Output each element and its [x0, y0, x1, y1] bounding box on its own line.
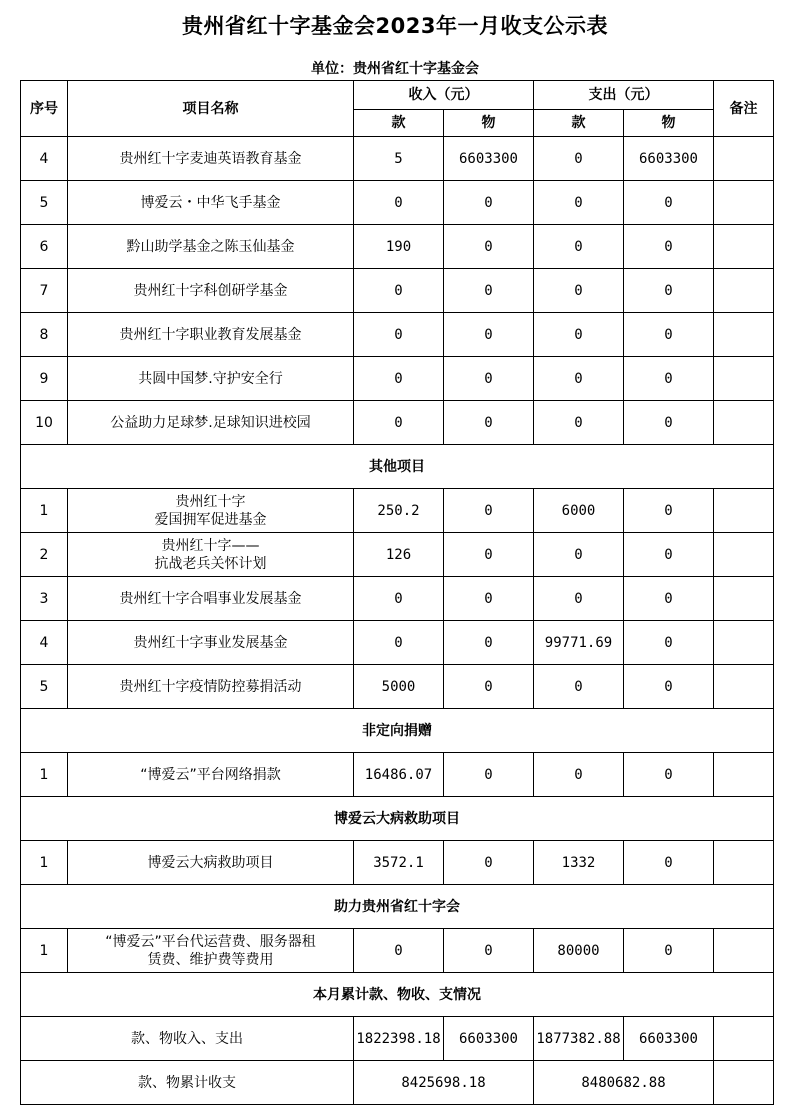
cell-income-cash: 190 [354, 225, 444, 269]
cell-remark [714, 753, 774, 797]
cell-income-cash: 0 [354, 357, 444, 401]
cell-income-cash: 0 [354, 269, 444, 313]
cell-expense-goods: 0 [624, 621, 714, 665]
cell-income-goods: 0 [444, 181, 534, 225]
cell-expense-goods: 0 [624, 225, 714, 269]
cell-remark [714, 313, 774, 357]
cell-name-line: 赁费、维护费等费用 [147, 951, 274, 968]
cell-seq: 4 [21, 621, 68, 665]
table-row [21, 621, 774, 665]
cell-income-goods: 0 [444, 225, 534, 269]
cell-remark [714, 841, 774, 885]
header-row-1 [21, 81, 774, 110]
cell-seq: 5 [21, 181, 68, 225]
header-seq: 序号 [21, 81, 68, 137]
cell-income-cash: 5000 [354, 665, 444, 709]
cell-name [68, 489, 354, 533]
table-row [21, 489, 774, 533]
section-row [21, 797, 774, 841]
cell-income-goods: 0 [444, 577, 534, 621]
cell-seq: 8 [21, 313, 68, 357]
cell-name-line: 爱国拥军促进基金 [154, 511, 267, 528]
cell-expense-cash: 0 [534, 357, 624, 401]
cell-remark [714, 577, 774, 621]
cell-name-line: “博爱云”平台代运营费、服务器租 [105, 933, 316, 950]
section-title-other: 其他项目 [21, 445, 774, 489]
section-title-support: 助力贵州省红十字会 [21, 885, 774, 929]
cell-remark [714, 181, 774, 225]
table-row [21, 137, 774, 181]
cell-name: 贵州红十字疫情防控募捐活动 [68, 665, 354, 709]
header-expense-goods: 物 [624, 110, 714, 137]
cell-name: 贵州红十字合唱事业发展基金 [68, 577, 354, 621]
cell-remark [714, 137, 774, 181]
header-income-goods: 物 [444, 110, 534, 137]
cell-income-cash: 16486.07 [354, 753, 444, 797]
table-row [21, 753, 774, 797]
cell-name-line: 贵州红十字—— [161, 537, 260, 554]
cell-seq: 9 [21, 357, 68, 401]
cell-income-goods: 0 [444, 357, 534, 401]
section-row [21, 973, 774, 1017]
cell-income-goods: 0 [444, 841, 534, 885]
cell-expense-cash: 0 [534, 225, 624, 269]
summary-income-goods: 6603300 [444, 1017, 534, 1061]
cell-income-goods: 0 [444, 753, 534, 797]
total-label: 款、物累计收支 [21, 1061, 354, 1105]
cell-seq: 1 [21, 929, 68, 973]
cell-income-goods: 0 [444, 489, 534, 533]
cell-expense-cash: 0 [534, 137, 624, 181]
cell-income-goods: 0 [444, 665, 534, 709]
cell-seq: 10 [21, 401, 68, 445]
section-title-nondirected: 非定向捐赠 [21, 709, 774, 753]
section-row [21, 445, 774, 489]
section-row [21, 885, 774, 929]
cell-name: 公益助力足球梦.足球知识进校园 [68, 401, 354, 445]
table-row [21, 357, 774, 401]
summary-income-cash: 1822398.18 [354, 1017, 444, 1061]
cell-income-cash: 0 [354, 929, 444, 973]
header-income-cash: 款 [354, 110, 444, 137]
header-income: 收入（元） [354, 81, 534, 110]
cell-expense-cash: 99771.69 [534, 621, 624, 665]
table-row [21, 313, 774, 357]
cell-expense-cash: 6000 [534, 489, 624, 533]
table-row [21, 577, 774, 621]
cell-remark [714, 489, 774, 533]
table-row [21, 181, 774, 225]
cell-seq: 1 [21, 489, 68, 533]
cell-name: 贵州红十字麦迪英语教育基金 [68, 137, 354, 181]
header-name: 项目名称 [68, 81, 354, 137]
cell-expense-goods: 0 [624, 533, 714, 577]
cell-expense-cash: 0 [534, 269, 624, 313]
table-row [21, 929, 774, 973]
summary-expense-goods: 6603300 [624, 1017, 714, 1061]
cell-name-line: 贵州红十字 [175, 493, 246, 510]
cell-income-goods: 6603300 [444, 137, 534, 181]
cell-remark [714, 929, 774, 973]
cell-name: “博爱云”平台网络捐款 [68, 753, 354, 797]
cell-remark [714, 621, 774, 665]
cell-expense-cash: 0 [534, 753, 624, 797]
cell-income-cash: 126 [354, 533, 444, 577]
cell-expense-goods: 0 [624, 577, 714, 621]
cell-remark [714, 401, 774, 445]
cell-income-goods: 0 [444, 621, 534, 665]
cell-expense-goods: 6603300 [624, 137, 714, 181]
cell-expense-goods: 0 [624, 401, 714, 445]
table-row [21, 841, 774, 885]
cell-seq: 1 [21, 841, 68, 885]
cell-seq: 6 [21, 225, 68, 269]
cell-expense-cash: 0 [534, 313, 624, 357]
cell-seq: 5 [21, 665, 68, 709]
cell-expense-cash: 0 [534, 665, 624, 709]
cell-expense-goods: 0 [624, 269, 714, 313]
cell-name: 贵州红十字科创研学基金 [68, 269, 354, 313]
cell-remark [714, 533, 774, 577]
section-row [21, 709, 774, 753]
summary-label: 款、物收入、支出 [21, 1017, 354, 1061]
cell-seq: 2 [21, 533, 68, 577]
cell-income-goods: 0 [444, 313, 534, 357]
cell-name: 博爱云大病救助项目 [68, 841, 354, 885]
cell-name: 博爱云・中华飞手基金 [68, 181, 354, 225]
cell-income-goods: 0 [444, 269, 534, 313]
cell-expense-goods: 0 [624, 753, 714, 797]
cell-expense-goods: 0 [624, 181, 714, 225]
cell-name: 贵州红十字事业发展基金 [68, 621, 354, 665]
finance-table [20, 80, 774, 1105]
cell-remark [714, 665, 774, 709]
cell-seq: 7 [21, 269, 68, 313]
total-row [21, 1061, 774, 1105]
cell-income-cash: 5 [354, 137, 444, 181]
cell-name-line: 抗战老兵关怀计划 [154, 555, 267, 572]
cell-income-cash: 0 [354, 577, 444, 621]
cell-income-cash: 3572.1 [354, 841, 444, 885]
table-row [21, 269, 774, 313]
table-row [21, 225, 774, 269]
unit-label: 单位：贵州省红十字基金会 [311, 61, 479, 77]
cell-income-cash: 250.2 [354, 489, 444, 533]
total-expense: 8480682.88 [534, 1061, 714, 1105]
cell-remark [714, 357, 774, 401]
cell-expense-goods: 0 [624, 929, 714, 973]
cell-seq: 1 [21, 753, 68, 797]
header-remark: 备注 [714, 81, 774, 137]
cell-income-goods: 0 [444, 929, 534, 973]
cell-name: 贵州红十字职业教育发展基金 [68, 313, 354, 357]
cell-income-goods: 0 [444, 401, 534, 445]
page-title: 贵州省红十字基金会2023年一月收支公示表 [182, 14, 608, 38]
cell-expense-cash: 0 [534, 533, 624, 577]
header-expense-cash: 款 [534, 110, 624, 137]
cell-remark [714, 1061, 774, 1105]
cell-expense-goods: 0 [624, 665, 714, 709]
cell-remark [714, 1017, 774, 1061]
table-row [21, 401, 774, 445]
summary-row [21, 1017, 774, 1061]
cell-name: 黔山助学基金之陈玉仙基金 [68, 225, 354, 269]
header-expense: 支出（元） [534, 81, 714, 110]
cell-expense-cash: 1332 [534, 841, 624, 885]
cell-income-cash: 0 [354, 181, 444, 225]
cell-expense-cash: 80000 [534, 929, 624, 973]
cell-expense-goods: 0 [624, 313, 714, 357]
total-income: 8425698.18 [354, 1061, 534, 1105]
cell-remark [714, 269, 774, 313]
cell-remark [714, 225, 774, 269]
table-row [21, 533, 774, 577]
cell-name [68, 533, 354, 577]
cell-expense-goods: 0 [624, 841, 714, 885]
cell-income-goods: 0 [444, 533, 534, 577]
cell-expense-goods: 0 [624, 489, 714, 533]
cell-expense-cash: 0 [534, 401, 624, 445]
cell-income-cash: 0 [354, 621, 444, 665]
cell-expense-cash: 0 [534, 181, 624, 225]
summary-expense-cash: 1877382.88 [534, 1017, 624, 1061]
section-title-summary: 本月累计款、物收、支情况 [21, 973, 774, 1017]
cell-expense-cash: 0 [534, 577, 624, 621]
cell-seq: 3 [21, 577, 68, 621]
cell-expense-goods: 0 [624, 357, 714, 401]
cell-name [68, 929, 354, 973]
table-row [21, 665, 774, 709]
cell-income-cash: 0 [354, 401, 444, 445]
cell-seq: 4 [21, 137, 68, 181]
cell-name: 共圆中国梦.守护安全行 [68, 357, 354, 401]
section-title-illness: 博爱云大病救助项目 [21, 797, 774, 841]
cell-income-cash: 0 [354, 313, 444, 357]
